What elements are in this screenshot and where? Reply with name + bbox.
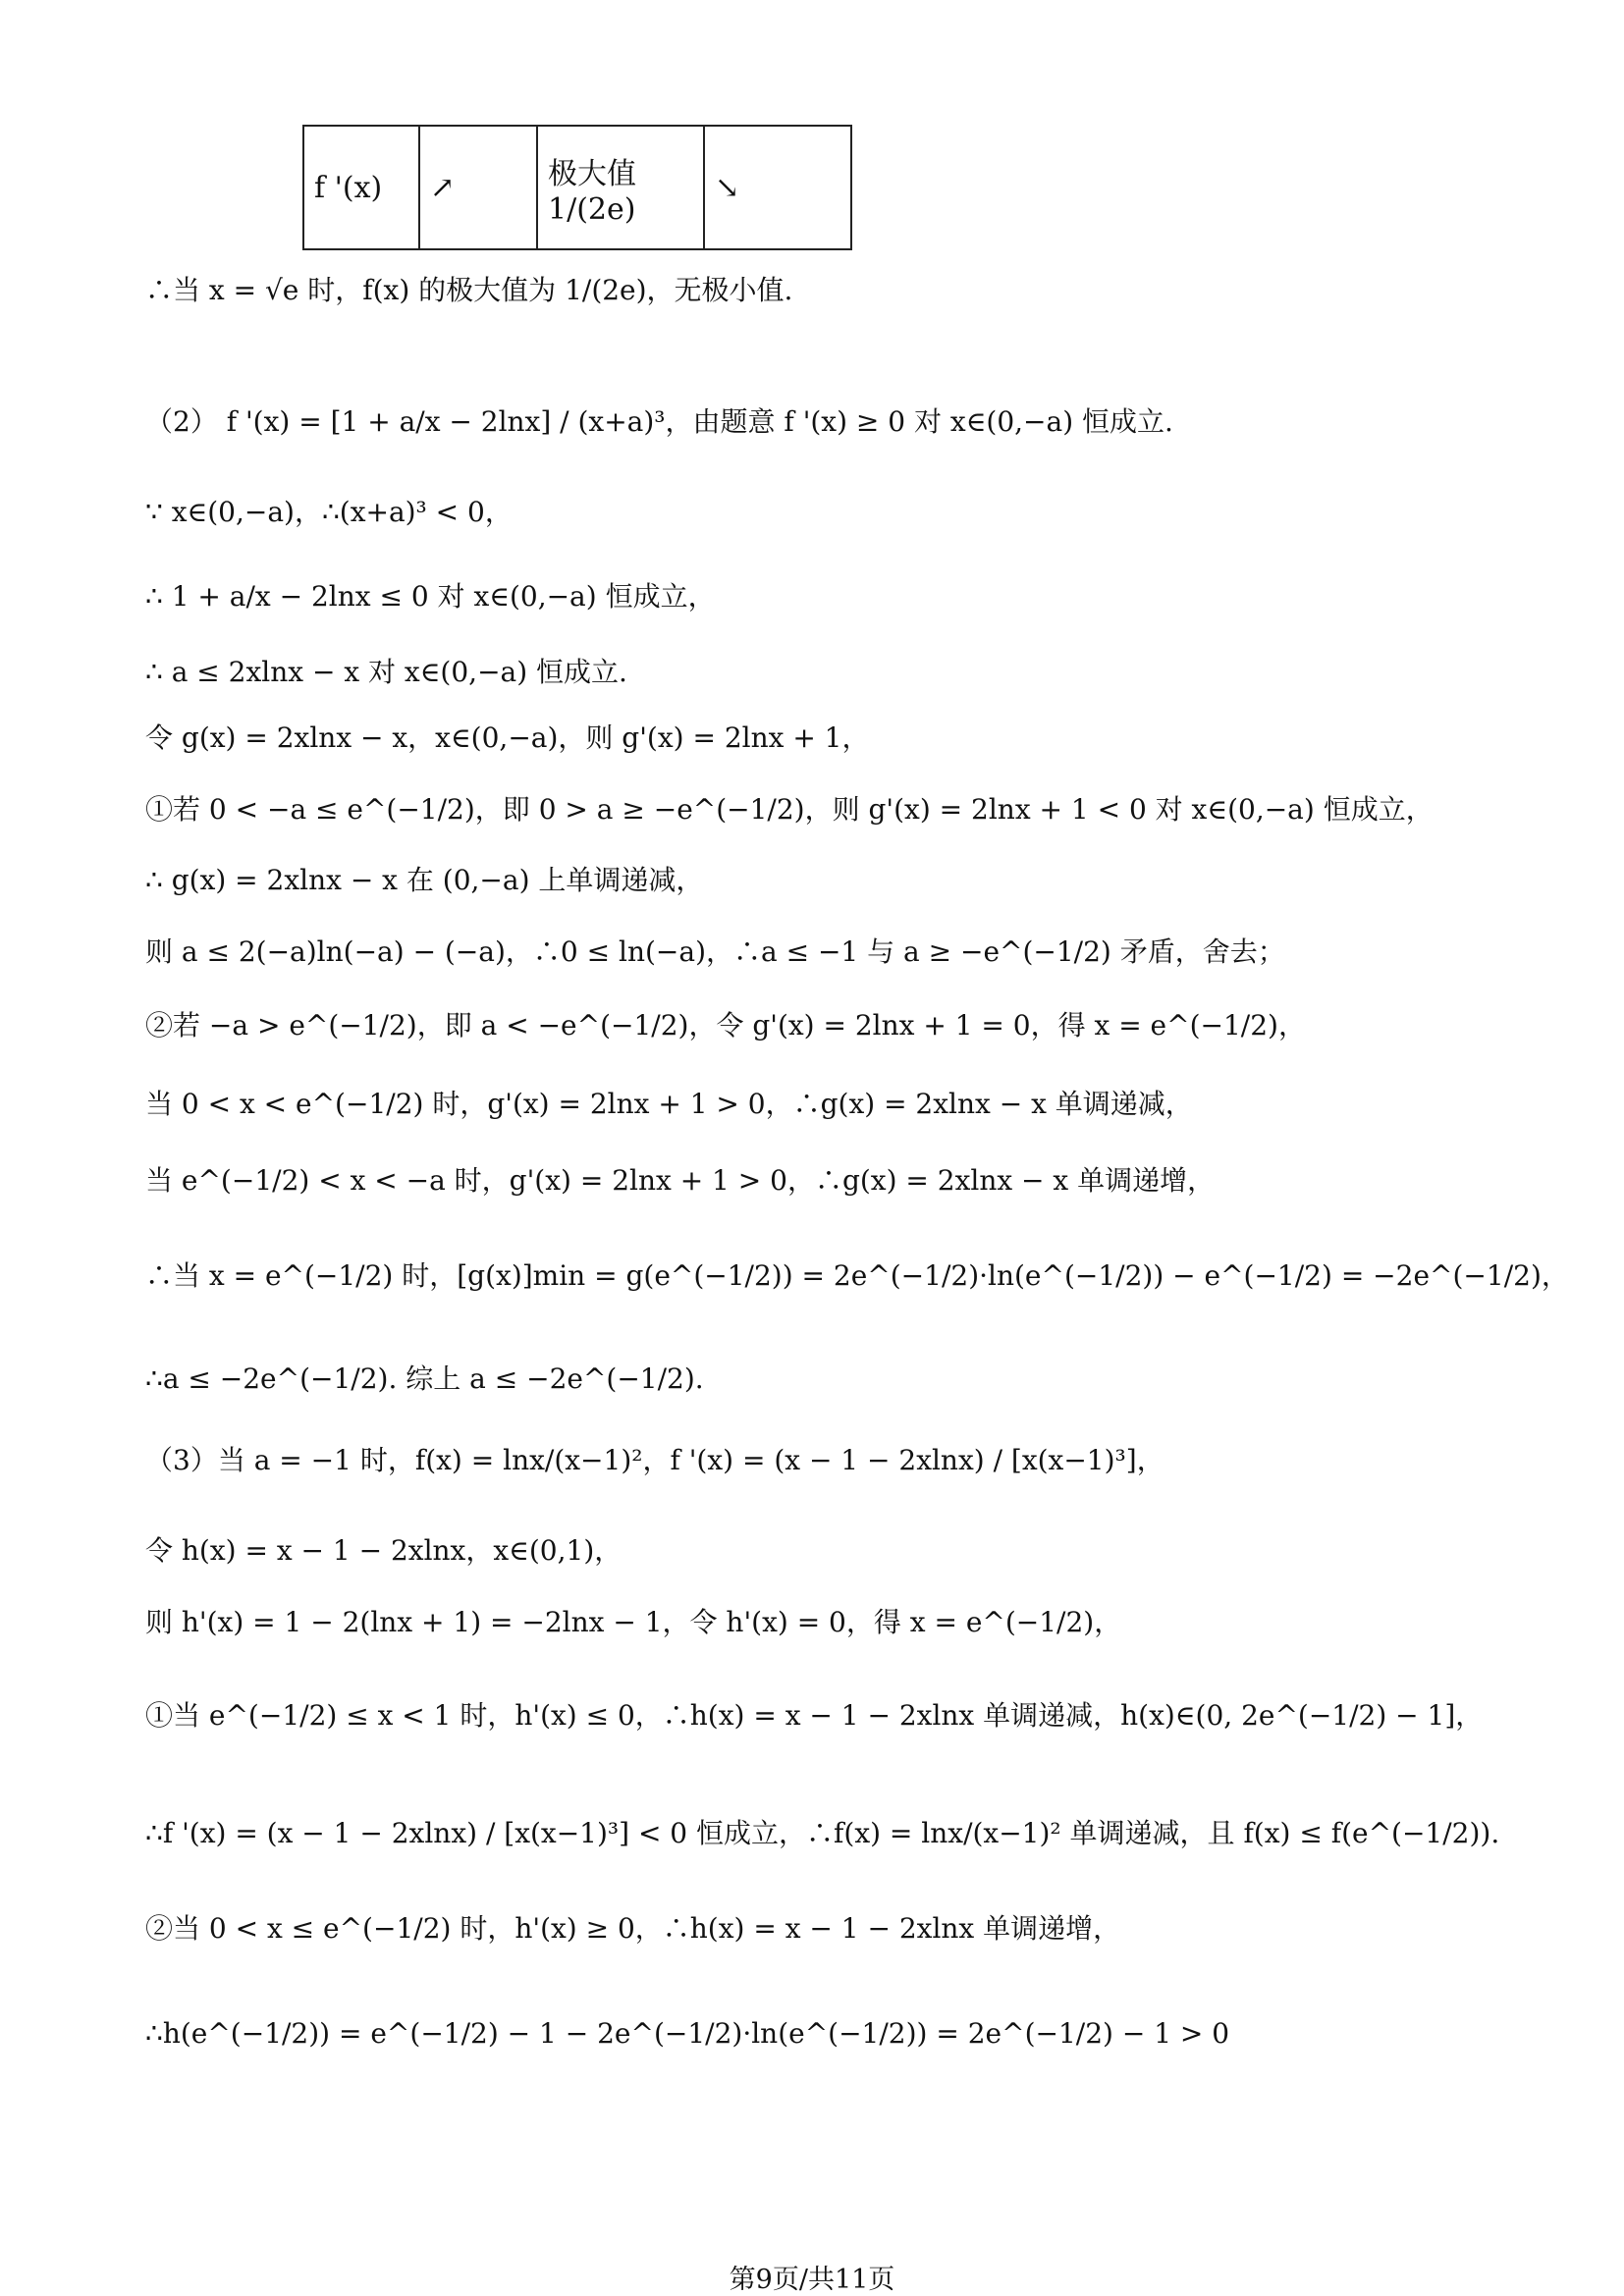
- line-18: ①当 e^(−1/2) ≤ x < 1 时，h'(x) ≤ 0，∴h(x) = x − 1 − 2xlnx 单调递减，h(x)∈(0, 2e^(−1/2) − 1]，: [145, 1699, 1484, 1732]
- derivative-label-cell: f '(x): [303, 126, 419, 249]
- max-value-cell: 极大值 1/(2e): [537, 126, 704, 249]
- increasing-arrow-cell: ↗: [419, 126, 537, 249]
- line-19: ∴f '(x) = (x − 1 − 2xlnx) / [x(x−1)³] < 0 恒成立，∴f(x) = lnx/(x−1)² 单调递减，且 f(x) ≤ f(e^(−1/2)).: [145, 1817, 1500, 1849]
- line-20: ②当 0 < x ≤ e^(−1/2) 时，h'(x) ≥ 0，∴h(x) = x − 1 − 2xlnx 单调递增，: [145, 1912, 1121, 1945]
- line-5: ∴ a ≤ 2xlnx − x 对 x∈(0,−a) 恒成立.: [145, 656, 627, 688]
- line-7: ①若 0 < −a ≤ e^(−1/2)，即 0 > a ≥ −e^(−1/2)，则 g'(x) = 2lnx + 1 < 0 对 x∈(0,−a) 恒成立，: [145, 793, 1434, 826]
- line-2: （2） f '(x) = [1 + a/x − 2lnx] / (x+a)³，由题意 f '(x) ≥ 0 对 x∈(0,−a) 恒成立.: [145, 405, 1173, 438]
- line-6: 令 g(x) = 2xlnx − x，x∈(0,−a)，则 g'(x) = 2lnx + 1，: [145, 721, 870, 754]
- sign-table-row: [303, 126, 851, 249]
- line-8: ∴ g(x) = 2xlnx − x 在 (0,−a) 上单调递减，: [145, 864, 704, 896]
- line-17: 则 h'(x) = 1 − 2(lnx + 1) = −2lnx − 1，令 h'(x) = 0，得 x = e^(−1/2)，: [145, 1606, 1122, 1638]
- line-16: 令 h(x) = x − 1 − 2xlnx，x∈(0,1)，: [145, 1534, 623, 1567]
- line-12: 当 e^(−1/2) < x < −a 时，g'(x) = 2lnx + 1 > 0，∴g(x) = 2xlnx − x 单调递增，: [145, 1164, 1216, 1197]
- line-10: ②若 −a > e^(−1/2)，即 a < −e^(−1/2)，令 g'(x) = 2lnx + 1 = 0，得 x = e^(−1/2)，: [145, 1009, 1306, 1041]
- line-13: ∴当 x = e^(−1/2) 时，[g(x)]min = g(e^(−1/2)) = 2e^(−1/2)·ln(e^(−1/2)) − e^(−1/2) = −2e^(−1/2)，: [145, 1259, 1569, 1292]
- line-3: ∵ x∈(0,−a)，∴(x+a)³ < 0，: [145, 496, 513, 528]
- line-1: ∴当 x = √e 时，f(x) 的极大值为 1/(2e)，无极小值.: [145, 274, 793, 306]
- page-footer: 第9页/共11页: [729, 2265, 895, 2295]
- line-4: ∴ 1 + a/x − 2lnx ≤ 0 对 x∈(0,−a) 恒成立，: [145, 580, 716, 613]
- line-11: 当 0 < x < e^(−1/2) 时，g'(x) = 2lnx + 1 > 0，∴g(x) = 2xlnx − x 单调递减，: [145, 1088, 1193, 1120]
- line-14: ∴a ≤ −2e^(−1/2). 综上 a ≤ −2e^(−1/2).: [145, 1362, 704, 1395]
- decreasing-arrow-cell: ↘: [704, 126, 851, 249]
- line-9: 则 a ≤ 2(−a)ln(−a) − (−a)，∴0 ≤ ln(−a)，∴a ≤ −1 与 a ≥ −e^(−1/2) 矛盾，舍去；: [145, 935, 1285, 968]
- sign-table: [302, 125, 852, 250]
- line-21: ∴h(e^(−1/2)) = e^(−1/2) − 1 − 2e^(−1/2)·ln(e^(−1/2)) = 2e^(−1/2) − 1 > 0: [145, 2017, 1230, 2050]
- line-15: （3）当 a = −1 时，f(x) = lnx/(x−1)²，f '(x) = (x − 1 − 2xlnx) / [x(x−1)³]，: [145, 1444, 1164, 1476]
